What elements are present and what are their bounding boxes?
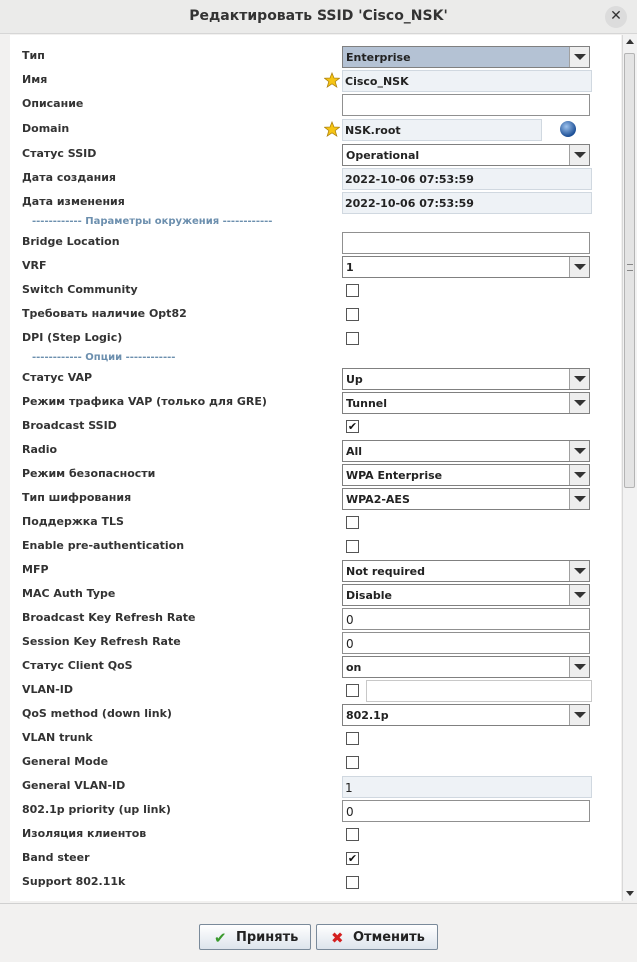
row-name <box>10 69 621 93</box>
vap-traffic-mode-label: Режим трафика VAP (только для GRE) <box>22 395 267 408</box>
row-vap-traffic-mode <box>10 391 621 415</box>
security-mode-select[interactable] <box>342 464 590 486</box>
pre-auth-label: Enable pre-authentication <box>22 539 185 552</box>
bridge-location-input[interactable] <box>342 232 590 254</box>
switch-community-checkbox[interactable] <box>346 284 359 297</box>
name-field[interactable] <box>342 70 592 92</box>
mfp-value: Not required <box>346 565 425 578</box>
priority-uplink-input[interactable] <box>342 800 590 822</box>
vrf-value: 1 <box>346 261 354 274</box>
row-tls-support <box>10 511 621 535</box>
require-opt82-label: Требовать наличие Opt82 <box>22 307 187 320</box>
domain-label: Domain <box>22 122 70 135</box>
description-label: Описание <box>22 97 84 110</box>
row-qos-method <box>10 703 621 727</box>
row-ssid-status <box>10 143 621 167</box>
tls-support-label: Поддержка TLS <box>22 515 124 528</box>
chevron-down-icon[interactable] <box>569 369 589 389</box>
general-mode-checkbox[interactable] <box>346 756 359 769</box>
vap-status-value: Up <box>346 373 363 386</box>
vertical-scrollbar[interactable] <box>622 35 637 901</box>
accept-button-label: Принять <box>236 930 299 945</box>
scroll-up-icon[interactable] <box>623 35 637 49</box>
session-key-refresh-input[interactable] <box>342 632 590 654</box>
row-vap-status <box>10 367 621 391</box>
vrf-label: VRF <box>22 259 47 272</box>
cancel-button[interactable] <box>316 924 438 950</box>
row-band-steer <box>10 847 621 871</box>
priority-uplink-value: 0 <box>346 805 354 819</box>
chevron-down-icon[interactable] <box>569 705 589 725</box>
chevron-down-icon[interactable] <box>569 47 589 67</box>
created-field <box>342 168 592 190</box>
row-bridge-location <box>10 231 621 255</box>
globe-icon[interactable] <box>560 121 576 137</box>
x-icon: ✖ <box>331 929 344 947</box>
row-domain <box>10 118 621 142</box>
radio-label: Radio <box>22 443 58 456</box>
row-mfp <box>10 559 621 583</box>
session-key-refresh-value: 0 <box>346 637 354 651</box>
row-radio <box>10 439 621 463</box>
encryption-type-label: Тип шифрования <box>22 491 132 504</box>
row-client-isolation <box>10 823 621 847</box>
vap-traffic-mode-value: Tunnel <box>346 397 388 410</box>
mac-auth-type-value: Disable <box>346 589 392 602</box>
created-label: Дата создания <box>22 171 116 184</box>
vlan-trunk-label: VLAN trunk <box>22 731 93 744</box>
name-label: Имя <box>22 73 48 86</box>
general-vlan-id-label: General VLAN-ID <box>22 779 126 792</box>
type-select[interactable] <box>342 46 590 68</box>
client-isolation-label: Изоляция клиентов <box>22 827 147 840</box>
row-created <box>10 167 621 191</box>
chevron-down-icon[interactable] <box>569 465 589 485</box>
vlan-id-input[interactable] <box>366 680 592 702</box>
row-broadcast-ssid <box>10 415 621 439</box>
cancel-button-label: Отменить <box>353 930 425 945</box>
vap-status-label: Статус VAP <box>22 371 93 384</box>
type-label: Тип <box>22 49 45 62</box>
broadcast-ssid-label: Broadcast SSID <box>22 419 117 432</box>
domain-value: NSK.root <box>345 124 401 137</box>
row-dpi <box>10 327 621 351</box>
client-qos-status-value: on <box>346 661 362 674</box>
chevron-down-icon[interactable] <box>569 489 589 509</box>
description-input[interactable] <box>342 94 590 116</box>
row-modified <box>10 191 621 215</box>
row-support-80211k <box>10 871 621 895</box>
row-client-qos-status <box>10 655 621 679</box>
dpi-checkbox[interactable] <box>346 332 359 345</box>
chevron-down-icon[interactable] <box>569 561 589 581</box>
chevron-down-icon[interactable] <box>569 145 589 165</box>
row-description <box>10 93 621 117</box>
row-mac-auth-type <box>10 583 621 607</box>
row-pre-auth <box>10 535 621 559</box>
created-value: 2022-10-06 07:53:59 <box>345 173 474 186</box>
row-security-mode <box>10 463 621 487</box>
security-mode-value: WPA Enterprise <box>346 469 443 482</box>
tls-support-checkbox[interactable] <box>346 516 359 529</box>
radio-value: All <box>346 445 363 458</box>
ssid-status-select[interactable] <box>342 144 590 166</box>
row-general-mode <box>10 751 621 775</box>
type-value: Enterprise <box>346 51 411 64</box>
client-qos-status-select[interactable] <box>342 656 590 678</box>
broadcast-key-refresh-value: 0 <box>346 613 354 627</box>
support-80211k-checkbox[interactable] <box>346 876 359 889</box>
security-mode-label: Режим безопасности <box>22 467 156 480</box>
ssid-status-label: Статус SSID <box>22 147 97 160</box>
general-vlan-id-field <box>342 776 592 798</box>
require-opt82-checkbox[interactable] <box>346 308 359 321</box>
band-steer-label: Band steer <box>22 851 90 864</box>
vrf-select[interactable] <box>342 256 590 278</box>
window-title: Редактировать SSID 'Cisco_NSK' <box>189 8 448 24</box>
encryption-type-select[interactable] <box>342 488 590 510</box>
row-session-key-refresh <box>10 631 621 655</box>
chevron-down-icon[interactable] <box>569 657 589 677</box>
mfp-select[interactable] <box>342 560 590 582</box>
mac-auth-type-label: MAC Auth Type <box>22 587 116 600</box>
modified-label: Дата изменения <box>22 195 125 208</box>
ssid-status-value: Operational <box>346 149 420 162</box>
domain-field[interactable] <box>342 119 542 141</box>
vap-status-select[interactable] <box>342 368 590 390</box>
chevron-down-icon[interactable] <box>569 393 589 413</box>
chevron-down-icon[interactable] <box>569 585 589 605</box>
vap-traffic-mode-select[interactable] <box>342 392 590 414</box>
accept-button[interactable] <box>199 924 311 950</box>
dialog-footer <box>0 903 637 962</box>
broadcast-ssid-checkbox[interactable]: ✔ <box>347 420 358 433</box>
section-environment: ------------ Параметры окружения ------------ <box>32 216 273 227</box>
vlan-trunk-checkbox[interactable] <box>346 732 359 745</box>
title-bar <box>0 0 637 34</box>
row-type <box>10 45 621 69</box>
general-vlan-id-value: 1 <box>345 781 353 795</box>
broadcast-key-refresh-input[interactable] <box>342 608 590 630</box>
client-isolation-checkbox[interactable] <box>346 828 359 841</box>
chevron-down-icon[interactable] <box>569 257 589 277</box>
session-key-refresh-label: Session Key Refresh Rate <box>22 635 181 648</box>
row-vlan-id <box>10 679 621 703</box>
bridge-location-label: Bridge Location <box>22 235 120 248</box>
vlan-id-label: VLAN-ID <box>22 683 74 696</box>
qos-method-label: QoS method (down link) <box>22 707 172 720</box>
section-options: ------------ Опции ------------ <box>32 352 176 363</box>
close-button[interactable] <box>605 6 627 28</box>
client-qos-status-label: Статус Client QoS <box>22 659 133 672</box>
name-value: Cisco_NSK <box>345 75 409 88</box>
row-broadcast-key-refresh <box>10 607 621 631</box>
vlan-id-checkbox[interactable] <box>346 684 359 697</box>
mac-auth-type-select[interactable] <box>342 584 590 606</box>
support-80211k-label: Support 802.11k <box>22 875 126 888</box>
star-icon <box>324 121 340 137</box>
priority-uplink-label: 802.1p priority (up link) <box>22 803 171 816</box>
qos-method-select[interactable] <box>342 704 590 726</box>
checkmark-icon: ✔ <box>214 929 227 947</box>
close-icon: ✕ <box>610 8 622 24</box>
row-vlan-trunk <box>10 727 621 751</box>
modified-field <box>342 192 592 214</box>
band-steer-checkbox[interactable]: ✔ <box>347 852 358 865</box>
star-icon <box>324 72 340 88</box>
mfp-label: MFP <box>22 563 49 576</box>
row-priority-uplink <box>10 799 621 823</box>
radio-select[interactable] <box>342 440 590 462</box>
row-vrf <box>10 255 621 279</box>
pre-auth-checkbox[interactable] <box>346 540 359 553</box>
row-general-vlan-id <box>10 775 621 799</box>
chevron-down-icon[interactable] <box>569 441 589 461</box>
encryption-type-value: WPA2-AES <box>346 493 410 506</box>
modified-value: 2022-10-06 07:53:59 <box>345 197 474 210</box>
qos-method-value: 802.1p <box>346 709 389 722</box>
row-require-opt82 <box>10 303 621 327</box>
form-panel <box>10 35 621 901</box>
row-encryption-type <box>10 487 621 511</box>
broadcast-key-refresh-label: Broadcast Key Refresh Rate <box>22 611 196 624</box>
general-mode-label: General Mode <box>22 755 109 768</box>
scroll-down-icon[interactable] <box>623 887 637 901</box>
scroll-thumb[interactable] <box>624 53 635 488</box>
switch-community-label: Switch Community <box>22 283 138 296</box>
row-switch-community <box>10 279 621 303</box>
dpi-label: DPI (Step Logic) <box>22 331 123 344</box>
